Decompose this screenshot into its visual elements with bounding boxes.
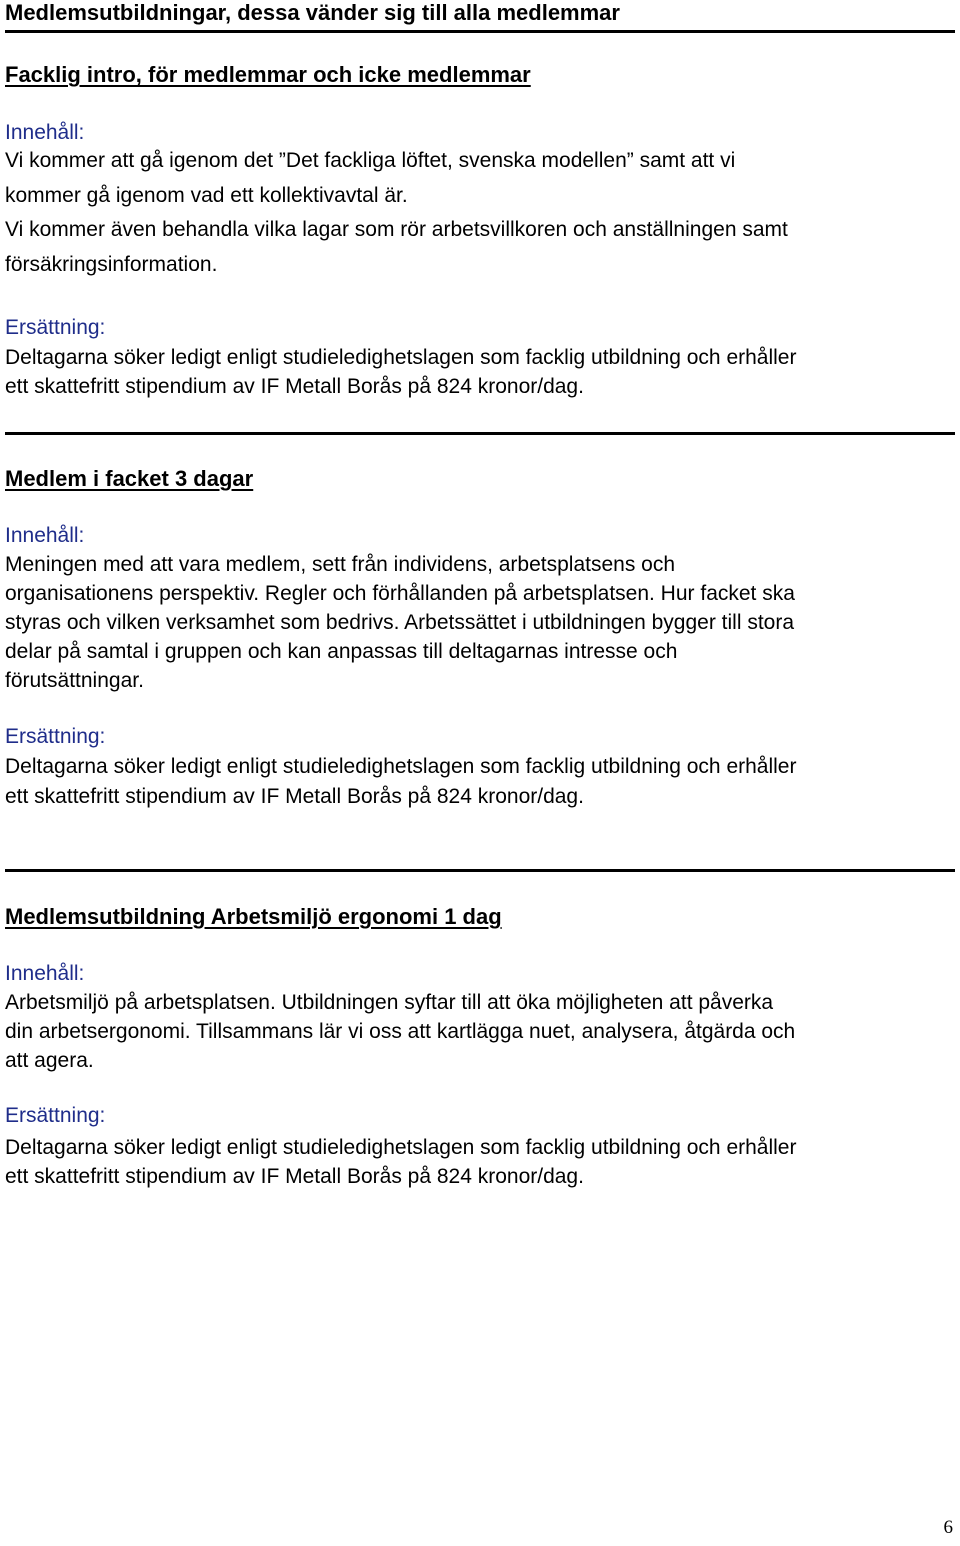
compensation-label: Ersättning: <box>5 725 106 748</box>
compensation-line: Deltagarna söker ledigt enligt studieledighetslagen som facklig utbildning och erhåller <box>5 1136 797 1159</box>
content-line: försäkringsinformation. <box>5 253 218 276</box>
compensation-label: Ersättning: <box>5 316 106 339</box>
content-line: din arbetsergonomi. Tillsammans lär vi oss att kartlägga nuet, analysera, åtgärda och <box>5 1020 796 1043</box>
content-line: att agera. <box>5 1049 94 1072</box>
content-label: Innehåll: <box>5 962 85 985</box>
page-number: 6 <box>943 1517 953 1538</box>
content-line: Arbetsmiljö på arbetsplatsen. Utbildningen syftar till att öka möjligheten att påverka <box>5 991 774 1014</box>
section-title: Medlemsutbildning Arbetsmiljö ergonomi 1 dag <box>5 904 502 929</box>
content-line: styras och vilken verksamhet som bedrivs. Arbetssättet i utbildningen bygger till stora <box>5 611 795 634</box>
section-divider <box>5 432 955 435</box>
compensation-line: Deltagarna söker ledigt enligt studieledighetslagen som facklig utbildning och erhåller <box>5 755 797 778</box>
compensation-line: ett skattefritt stipendium av IF Metall Borås på 824 kronor/dag. <box>5 785 584 808</box>
compensation-line: Deltagarna söker ledigt enligt studieledighetslagen som facklig utbildning och erhåller <box>5 346 797 369</box>
content-line: Meningen med att vara medlem, sett från individens, arbetsplatsens och <box>5 553 676 576</box>
page-heading: Medlemsutbildningar, dessa vänder sig till alla medlemmar <box>5 0 620 25</box>
compensation-line: ett skattefritt stipendium av IF Metall Borås på 824 kronor/dag. <box>5 1165 584 1188</box>
content-line: Vi kommer att gå igenom det ”Det fackliga löftet, svenska modellen” samt att vi <box>5 149 736 172</box>
content-line: organisationens perspektiv. Regler och förhållanden på arbetsplatsen. Hur facket ska <box>5 582 795 605</box>
heading-rule <box>5 30 955 33</box>
content-label: Innehåll: <box>5 121 85 144</box>
content-line: kommer gå igenom vad ett kollektivavtal är. <box>5 184 408 207</box>
content-line: Vi kommer även behandla vilka lagar som rör arbetsvillkoren och anställningen samt <box>5 218 788 241</box>
section-title: Medlem i facket 3 dagar <box>5 466 254 491</box>
section-divider <box>5 869 955 872</box>
compensation-label: Ersättning: <box>5 1104 106 1127</box>
section-title: Facklig intro, för medlemmar och icke medlemmar <box>5 62 531 87</box>
content-line: förutsättningar. <box>5 669 144 692</box>
content-label: Innehåll: <box>5 524 85 547</box>
content-line: delar på samtal i gruppen och kan anpassas till deltagarnas intresse och <box>5 640 678 663</box>
compensation-line: ett skattefritt stipendium av IF Metall Borås på 824 kronor/dag. <box>5 375 584 398</box>
